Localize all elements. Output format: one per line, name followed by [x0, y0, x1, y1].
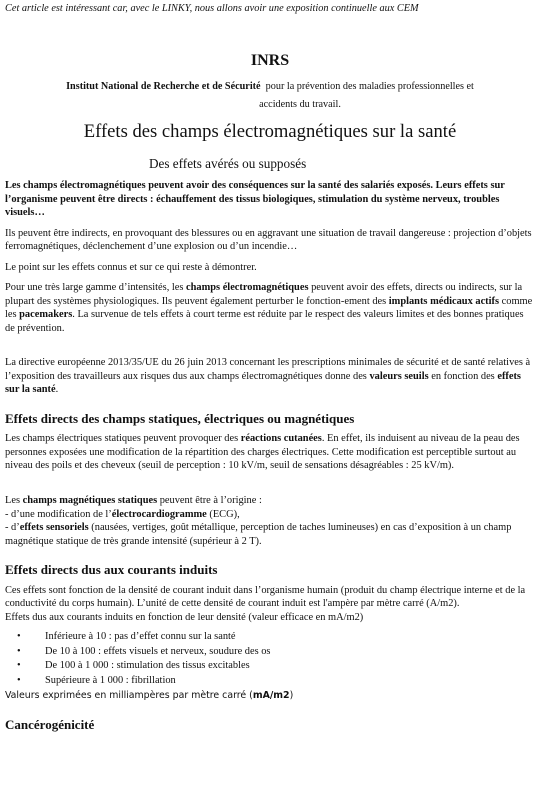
paragraph-density-effects: Effets dus aux courants induits en fonction de leur densité (valeur efficace en mA/m2) — [5, 611, 364, 623]
section-heading-carcinogenicity: Cancérogénicité — [5, 716, 95, 732]
article-subtitle: Des effets avérés ou supposés — [149, 155, 307, 171]
text-run: (ECG), — [206, 508, 240, 520]
paragraph-current-density: Ces effets sont fonction de la densité de courant induit dans l’organisme humain (produit du champ électrique interne et de la conductivité du corps humain). L’unité de cette densité de courant induit est l'ampère par mètre carré (A/m2). — [5, 584, 526, 610]
institute-name: Institut National de Recherche et de Sécurité — [66, 81, 261, 93]
text-run: . — [55, 384, 59, 396]
bold-run: champs magnétiques statiques — [22, 494, 158, 506]
list-item-text: Supérieure à 1 000 : fibrillation — [45, 674, 176, 686]
lead-paragraph: Les champs électromagnétiques peuvent avoir des conséquences sur la santé des salariés exposés. Leurs effets sur l’organisme peuvent être directs : échauffement des tissus biologiques, stimulation du système nerveux, troubles visuels… — [5, 180, 505, 219]
density-effects-list — [5, 630, 535, 688]
bullet-icon: • — [17, 631, 21, 643]
text-run: . La survenue de tels effets à court terme est réduite par le respect des valeurs limites et des bonnes pratiques de prévention. — [5, 309, 524, 334]
bold-run: mA/m2 — [252, 690, 290, 702]
list-item-text: De 10 à 100 : effets visuels et nerveux, soudure des os — [45, 645, 271, 657]
list-item — [5, 674, 535, 689]
paragraph-indirect: Ils peuvent être indirects, en provoquant des blessures ou en aggravant une situation de travail dangereuse : projection d’objets ferromagnétiques, déclenchement d’une explosion ou d’un incendie… — [5, 227, 532, 253]
bold-run: électrocardiogramme — [111, 508, 207, 520]
intro-note: Cet article est intéressant car, avec le LINKY, nous allons avoir une exposition continuelle aux CEM — [5, 3, 419, 14]
bold-run: pacemakers — [19, 309, 73, 321]
bullet-icon: • — [17, 674, 21, 686]
bold-run: effets sur la santé — [5, 370, 521, 396]
magnetic-item-sensory — [5, 521, 535, 548]
paragraph-range — [5, 281, 535, 335]
paragraph-directive — [5, 356, 535, 397]
institute-desc-1: pour la prévention des maladies professionnelles et — [265, 81, 474, 93]
section-heading-static-fields: Effets directs des champs statiques, électriques ou magnétiques — [5, 410, 355, 426]
bullet-icon: • — [17, 660, 21, 672]
institute-desc-2: accidents du travail. — [259, 99, 341, 111]
text-run: peuvent avoir des effets, directs ou indirects, sur la plupart des systèmes physiologiques. Ils peuvent également perturber le fonction-ement des — [5, 282, 523, 307]
magnetic-intro-line — [5, 494, 535, 508]
article-page — [0, 2, 543, 805]
text-run: - d’une modification de l’ — [5, 508, 112, 520]
paragraph-magnetic-static — [5, 494, 535, 548]
bold-run: valeurs seuils — [369, 370, 429, 382]
list-item — [5, 659, 535, 674]
text-run: comme les — [5, 295, 533, 321]
text-run: Les — [5, 494, 23, 506]
section-heading-induced-currents: Effets directs dus aux courants induits — [5, 562, 218, 578]
list-item — [5, 630, 535, 645]
bullet-icon: • — [17, 645, 21, 657]
paragraph-electric-static — [5, 432, 535, 473]
bold-run: effets sensoriels — [19, 522, 89, 534]
magnetic-item-ecg — [5, 508, 535, 522]
text-run: en fonction des — [428, 370, 498, 382]
article-title: Effets des champs électromagnétiques sur la santé — [83, 120, 457, 142]
bold-run: champs électromagnétiques — [186, 282, 309, 294]
text-run: . En effet, ils induisent au niveau de la peau des personnes exposées une modification de la répartition des charges électriques. Cette modification est perceptible surtout au niveau des poils et des cheveux (seuil de perception : 10 kV/m, seuil de sensations désagréables : 25 kV/m). — [5, 433, 520, 472]
list-item-text: Inférieure à 10 : pas d’effet connu sur la santé — [45, 631, 236, 643]
institute-line — [5, 80, 535, 93]
text-run: (nausées, vertiges, goût métallique, perception de taches lumineuses) en cas d’exposition à un champ magnétique statique de très grande intensité (supérieur à 2 T). — [5, 522, 512, 547]
list-item — [5, 645, 535, 660]
bold-run: réactions cutanées — [240, 433, 322, 445]
bold-run: implants médicaux actifs — [388, 295, 500, 307]
units-note — [5, 690, 535, 702]
list-item-text: De 100 à 1 000 : stimulation des tissus excitables — [45, 660, 250, 672]
org-acronym: INRS — [250, 52, 290, 70]
text-run: Les champs électriques statiques peuvent provoquer des — [5, 433, 241, 445]
text-run: Pour une très large gamme d’intensités, les — [5, 282, 187, 294]
text-run: peuvent être à l’origine : — [157, 494, 262, 506]
paragraph-point: Le point sur les effets connus et sur ce qui reste à démontrer. — [5, 261, 257, 273]
text-run: Valeurs exprimées en milliampères par mètre carré ( — [5, 690, 253, 702]
text-run: ) — [289, 690, 294, 702]
text-run: La directive européenne 2013/35/UE du 26 juin 2013 concernant les prescriptions minimales de sécurité et de santé relatives à l’exposition des travailleurs aux risques dus aux champs électromagnétiques donne des — [5, 357, 531, 382]
text-run: - d’ — [5, 522, 20, 534]
